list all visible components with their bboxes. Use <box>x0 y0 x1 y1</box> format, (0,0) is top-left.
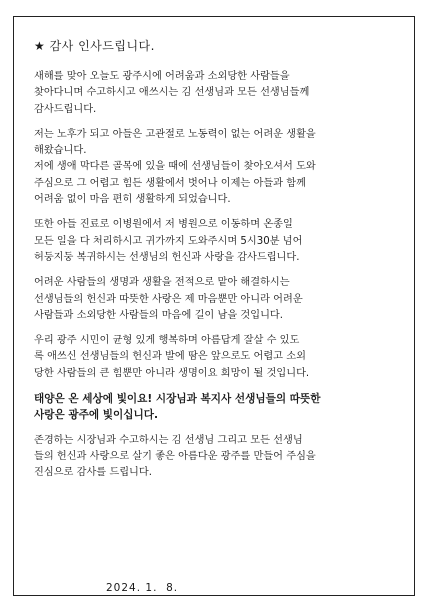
paragraph-closing-thanks: 존경하는 시장님과 수고하시는 김 선생님 그리고 모든 선생님 들의 헌신과 사랑으로 살기 좋은 아름다운 광주를 만들어 주심을 진심으로 감사를 드립니다. <box>34 434 316 479</box>
paragraph-difficult-life: 저는 노후가 되고 아들은 고관절로 노동력이 없는 어려운 생활을 해왔습니다. <box>34 128 316 157</box>
letter-body <box>34 69 392 491</box>
letter-date: 2024. 1. 8. <box>106 582 179 594</box>
paragraph-hospital-support: 또한 아들 진료로 이병원에서 저 병원으로 이동하며 온종일 모든 일을 다 처리하시고 귀가까지 도와주시며 5시30분 넘어 허둥지둥 복귀하시는 선생님의 헌신과 사랑을 감사드립니다. <box>34 219 303 263</box>
paragraph-sunlight: 태양은 온 세상에 빛이요! 시장님과 복지사 선생님들의 따뜻한 사랑은 광주에 빛이십니다. <box>34 393 321 422</box>
letter-title: ★ 감사 인사드립니다. <box>34 39 155 53</box>
paragraph-help-received: 저에 생애 막다른 골목에 있을 때에 선생님들이 찾아오셔서 도와 주심으로 그 어렵고 힘든 생활에서 벗어나 이제는 아들과 함께 어려움 없이 마음 편히 생활하게 되었습니다. <box>34 161 316 206</box>
paragraph-new-year-thanks: 새해를 맞아 오늘도 광주시에 어려움과 소외당한 사람들을 찾아다니며 수고하시고 애쓰시는 김 선생님과 모든 선생님들께 감사드립니다. <box>34 71 310 115</box>
paragraph-citizens-hope: 우리 광주 시민이 균형 있게 행복하며 아름답게 잘살 수 있도 록 애쓰신 선생님들의 헌신과 발에 땀은 앞으로도 어렵고 소외 당한 사람들의 큰 힘뿐만 아니라 생명이요 희망이 될 것입니다. <box>34 335 310 379</box>
letter-page <box>13 16 415 596</box>
paragraph-dedication: 어려운 사람들의 생명과 생활을 전적으로 맡아 해결하시는 선생님들의 헌신과 따뜻한 사랑은 제 마음뿐만 아니라 어려운 사람들과 소외당한 사람들의 마음에 길이 남을 것입니다. <box>34 277 303 321</box>
